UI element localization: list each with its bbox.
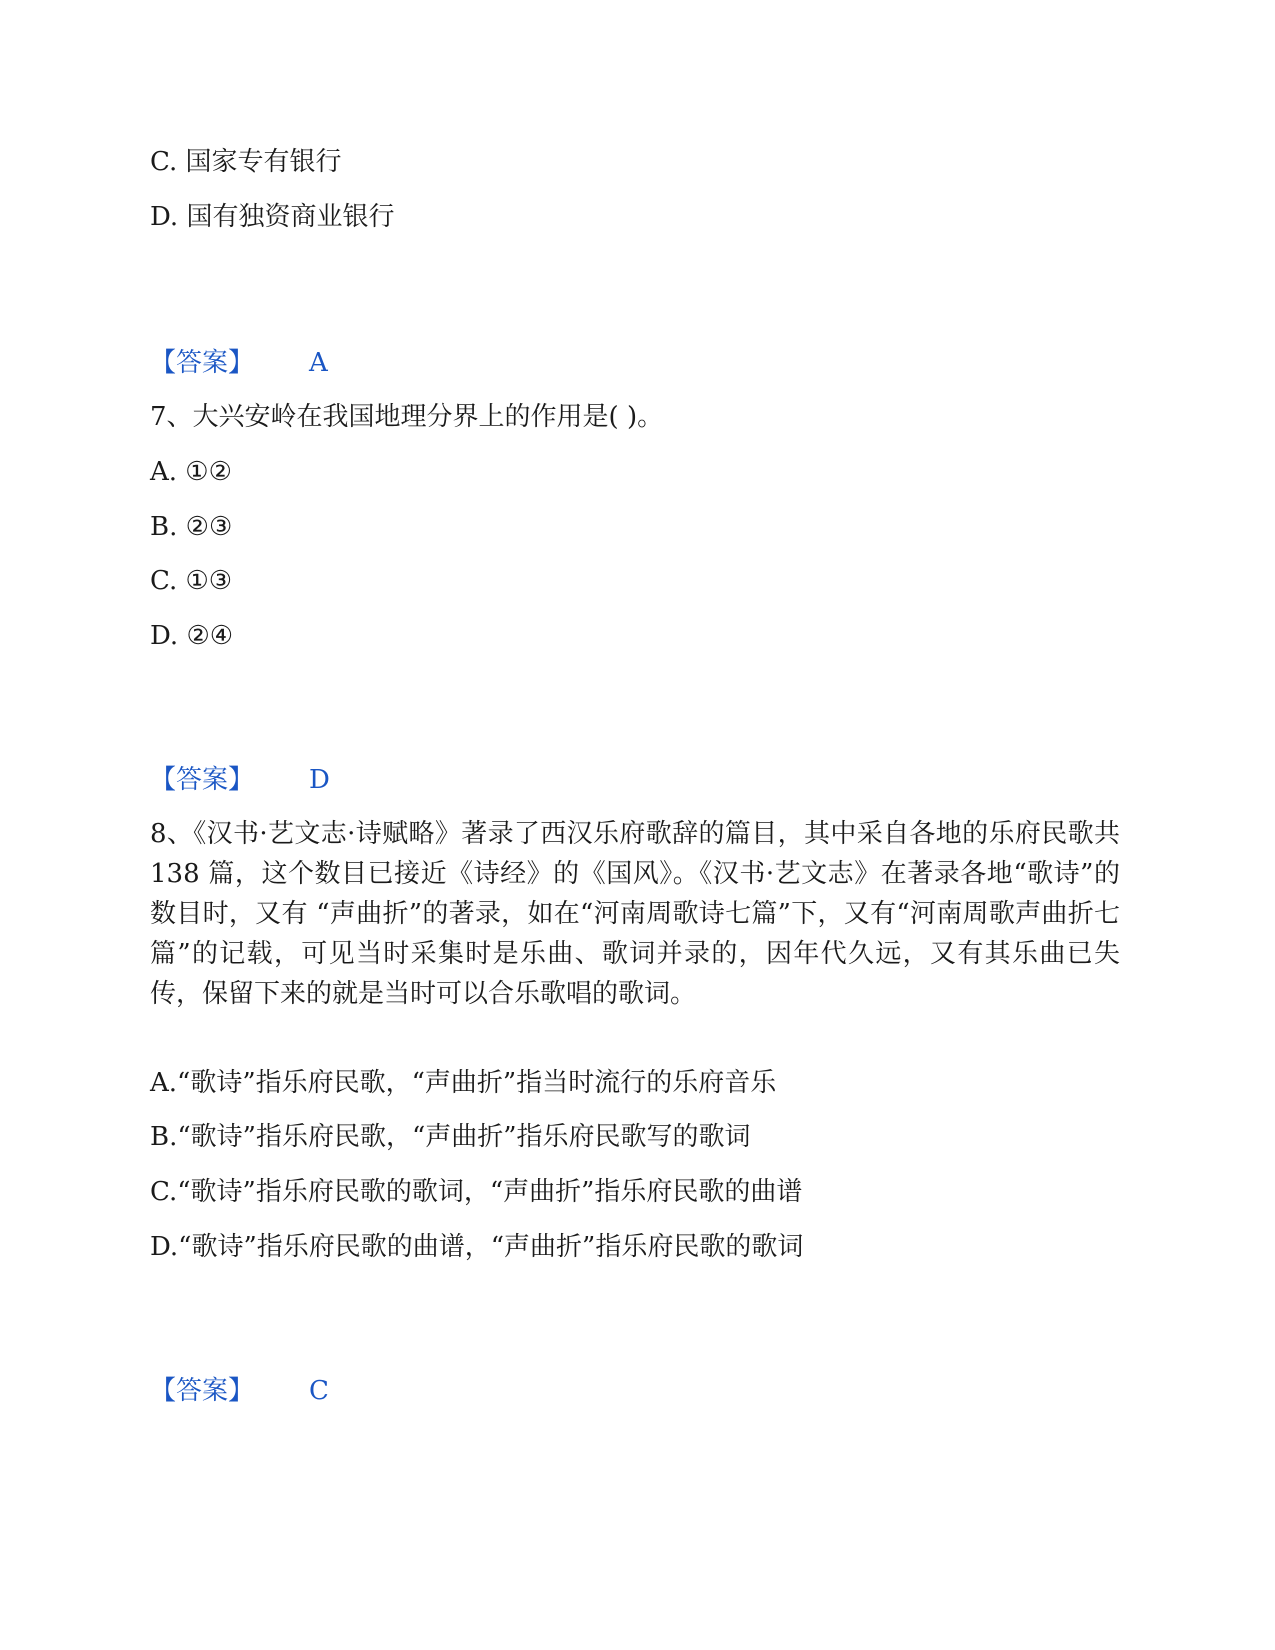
q7-option-a: A. ①② [150, 457, 232, 487]
answer-value: C [309, 1376, 329, 1406]
answer-value: D [309, 765, 330, 795]
q7-option-b: B. ②③ [150, 512, 233, 542]
q8-stem: 8、《汉书·艺文志·诗赋略》著录了西汉乐府歌辞的篇目，其中采自各地的乐府民歌共 138 篇，这个数目已接近《诗经》的《国风》。《汉书·艺文志》在著录各地“歌诗”的数目时，又有 “声曲折”的著录，如在“河南周歌诗七篇”下，又有“河南周歌声曲折七篇”的记载，可见当时采集时是乐曲、歌词并录的，因年代久远，又有其乐曲已失传，保留下来的就是当时可以合乐歌唱的歌词。 [150, 819, 1120, 1009]
q8-option-a: A.“歌诗”指乐府民歌，“声曲折”指当时流行的乐府音乐 [150, 1068, 777, 1098]
q8-answer [150, 1376, 329, 1406]
answer-label: 【答案】 [150, 1376, 255, 1406]
q7-option-d: D. ②④ [150, 621, 234, 651]
q8-option-b: B.“歌诗”指乐府民歌，“声曲折”指乐府民歌写的歌词 [150, 1122, 751, 1152]
answer-value: A [309, 348, 328, 378]
q6-option-c: C. 国家专有银行 [150, 147, 342, 177]
answer-label: 【答案】 [150, 765, 255, 795]
q7-stem: 7、大兴安岭在我国地理分界上的作用是( )。 [150, 402, 664, 432]
q8-option-c: C.“歌诗”指乐府民歌的歌词，“声曲折”指乐府民歌的曲谱 [150, 1177, 803, 1207]
q8-option-d: D.“歌诗”指乐府民歌的曲谱，“声曲折”指乐府民歌的歌词 [150, 1232, 804, 1262]
q7-option-c: C. ①③ [150, 566, 233, 596]
q6-answer [150, 348, 328, 378]
q7-answer [150, 765, 330, 795]
answer-label: 【答案】 [150, 348, 255, 378]
q6-option-d: D. 国有独资商业银行 [150, 202, 395, 232]
